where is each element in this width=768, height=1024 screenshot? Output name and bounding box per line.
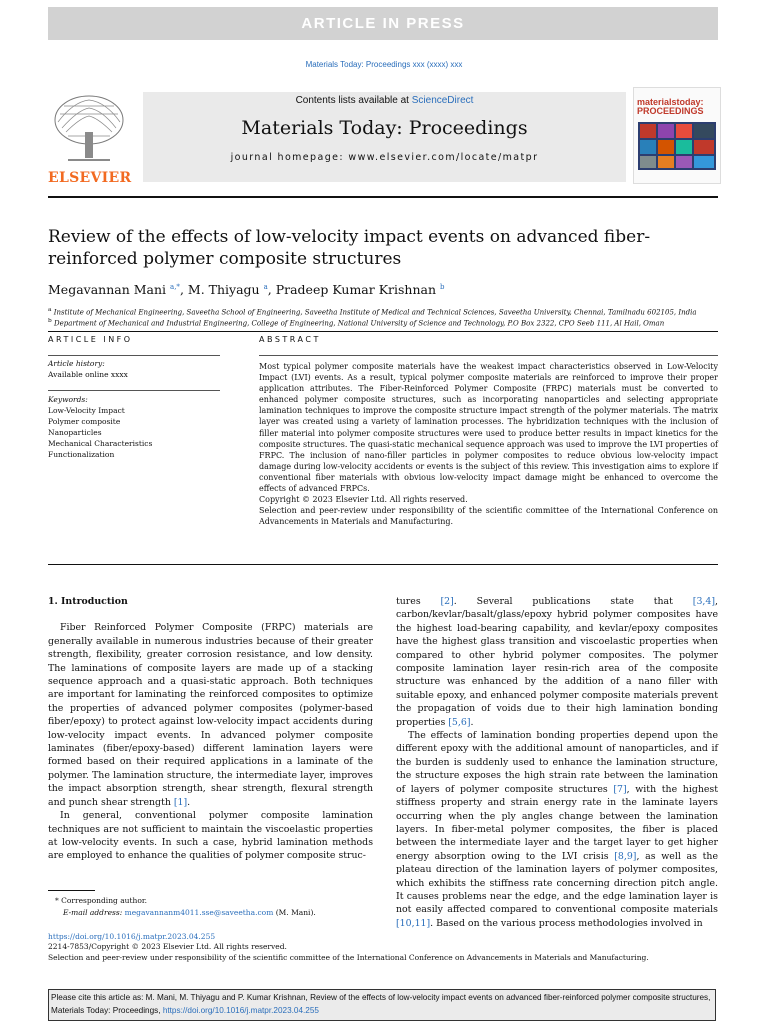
author-name[interactable]: Pradeep Kumar Krishnan (275, 282, 437, 297)
keyword: Polymer composite (48, 417, 121, 426)
article-in-press-banner: ARTICLE IN PRESS (48, 7, 718, 40)
abstract-copyright: Copyright © 2023 Elsevier Ltd. All rights reserved. (259, 495, 468, 505)
journal-reference[interactable]: Materials Today: Proceedings xxx (xxxx) xxx (305, 60, 463, 69)
footnote-email (63, 907, 316, 918)
footnote-text: Corresponding author. (61, 896, 148, 905)
paper-title: Review of the effects of low-velocity impact events on advanced fiber-reinforced polymer composite structures (48, 227, 651, 269)
contents-line (143, 95, 626, 106)
citation-link[interactable]: [7] (613, 783, 627, 795)
journal-title: Materials Today: Proceedings (241, 117, 528, 139)
affiliation-a (48, 307, 728, 316)
cite-doi-link[interactable]: https://doi.org/10.1016/j.matpr.2023.04.255 (162, 1006, 319, 1015)
section-heading: 1. Introduction (48, 596, 128, 607)
abstract-end-rule (48, 564, 718, 565)
keyword: Nanoparticles (48, 428, 102, 437)
journal-cover-image[interactable] (633, 87, 721, 184)
author-affil-marker[interactable]: b (440, 282, 445, 291)
journal-homepage[interactable]: journal homepage: www.elsevier.com/locate/matpr (230, 152, 539, 163)
abstract-heading: ABSTRACT (259, 335, 321, 344)
author-name[interactable]: M. Thiyagu (187, 282, 260, 297)
citation-link[interactable]: [1] (173, 796, 188, 808)
paragraph-text: tures (396, 596, 441, 607)
contents-prefix: Contents lists available at (295, 95, 412, 106)
cover-title: materialstoday: PROCEEDINGS (637, 97, 704, 116)
info-rule (48, 390, 220, 391)
affiliation-b (48, 318, 728, 327)
paragraph-text: . Several publications state that (453, 596, 693, 607)
citation-link[interactable]: [10,11] (396, 917, 431, 929)
footnote-rule (48, 890, 95, 891)
cite-text: Please cite this article as: M. Mani, M. Thiyagu and P. Kumar Krishnan, Review of the effects of low-velocity impact events on advanced fiber-reinforced polymer composite structures, Materials Today: Proceedings, (51, 993, 711, 1015)
email-suffix: (M. Mani). (273, 908, 316, 917)
paragraph: tures [2]. Several publications state that [3,4], carbon/kevlar/basalt/glass/epoxy hybrid polymer composites have the highest load-bearing capability, and kevlar/epoxy composites have the highest glass transition and viscoelastic properties when compared to other hybrid polymer composites. The polymer composite lamination layer resin-rich area of the composite structure was enhanced by the addition of a nano filler with suitable epoxy, and enhanced polymer composite materials prevent the propagation of voids due to their high lamination bonding properties [5,6]. (396, 596, 718, 728)
footnote-mark: * (55, 896, 59, 905)
footer-selection: Selection and peer-review under responsibility of the scientific committee of the International Conference on Advancements in Materials and Manufacturing. (48, 953, 649, 962)
keyword: Mechanical Characteristics (48, 439, 153, 448)
paragraph-text: . Based on the various process methodologies involved in (430, 917, 703, 929)
affil-text: Institute of Mechanical Engineering, Saveetha School of Engineering, Saveetha Institute of Medical and Technical Sciences, Saveetha University, Chennai, Tamilnadu 602105, India (53, 308, 697, 317)
elsevier-tree-icon (48, 92, 130, 166)
issn-line: 2214-7853/Copyright © 2023 Elsevier Ltd. All rights reserved. (48, 942, 287, 951)
footnote-corresponding (55, 895, 147, 906)
email-label: E-mail address: (63, 908, 125, 917)
author-name[interactable]: Megavannan Mani (48, 282, 167, 297)
email-link[interactable]: megavannanm4011.sse@saveetha.com (124, 908, 274, 917)
doi-line (48, 932, 215, 942)
paragraph-text: , as well as the plateau direction of the lamination layers of polymer composites, which exhibits the stiffness rate concerning direction pitch angle. It causes problems near the edge, and the edge lamination layer is not easily affected compared to conventional composite materials (396, 850, 718, 916)
abstract-body (259, 361, 718, 527)
paragraph-text: , carbon/kevlar/basalt/glass/epoxy hybrid polymer composites have the highest load-bearing capability, and kevlar/epoxy composites have the highest glass transition and viscoelastic properties when compared to other hybrid polymer composites. The polymer composite lamination layer resin-rich area of the composite structure was enhanced by the addition of a nano filler with suitable epoxy, and enhanced polymer composite materials prevent the propagation of voids due to their high lamination bonding properties (396, 596, 718, 728)
paragraph: In general, conventional polymer composite lamination techniques are not sufficient to maintain the viscoelastic properties at low-velocity events. In such a case, hybrid lamination methods are employed to enhance the qualities of polymer composite struc- (48, 810, 373, 862)
keyword-list (48, 405, 152, 460)
spacer (48, 608, 373, 621)
elsevier-wordmark: ELSEVIER (48, 170, 132, 186)
cover-art-icon (634, 116, 720, 176)
abstract-selection: Selection and peer-review under responsibility of the scientific committee of the International Conference on Advancements in Materials and Manufacturing. (259, 506, 718, 527)
affil-sup: b (48, 318, 52, 324)
keyword: Low-Velocity Impact (48, 406, 125, 415)
citation-link[interactable]: [5,6] (448, 716, 471, 728)
history-value: Available online xxxx (48, 370, 128, 379)
author-list: Megavannan Mani $^{a,*}$, M. Thiyagu $^a$, Pradeep Kumar Krishnan $^b$ (48, 282, 445, 297)
citation-link[interactable]: [2] (440, 596, 454, 607)
paragraph-text: The effects of lamination bonding properties depend upon the different epoxy with the additional amount of nanoparticles, and if the burden is suddenly used to enhance the lamination structure, the structure exposes the high strain rate between the lamination of layers of polymer composite structures (396, 730, 718, 795)
left-column (48, 595, 373, 863)
abstract-text: Most typical polymer composite materials have the weakest impact characteristics observed in Low-Velocity Impact (LVI) events. As a result, typical polymer composite materials are reinforced to improve their proper application attributes. The Fiber-Reinforced Polymer Composite (FRPC) materials must be converted to enhanced polymer composite structures, such as incorporating nanoparticles and selecting appropriate lamination techniques to improve the composite structure impact strength of the polymer materials. The matrix layer was created using a variety of lamination processes. The hybridization techniques with the inclusion of filler material into polymer composite structures were used to produce better results in impact kinetics for the composite structures. The quasi-static mechanical sequence approach was used to improve the LVI properties of FRPC. The inclusion of nano-filler particles in polymer composites to reduce obvious low-velocity impact damage during low-velocity accidents or events is the subject of this review. This investigation aims to explore if conventional fiber materials with obvious low-velocity impact damage might be enhanced to overcome the effects of advanced FRPCs. (259, 362, 718, 494)
header-rule (48, 196, 718, 198)
article-info-heading: ARTICLE INFO (48, 335, 133, 344)
paragraph-text: , with the highest stiffness property and strain energy rate in the laminate layers occurring when the ply angles change between the lamination layers. In fiber-metal polymer composites, the fiber is placed between the intermediate layer and the target layer to get higher energy absorption owing to the LVI crisis (396, 783, 718, 862)
doi-link[interactable]: https://doi.org/10.1016/j.matpr.2023.04.255 (48, 932, 216, 941)
author-affil-marker[interactable]: a,* (170, 282, 180, 291)
keywords-label: Keywords: (48, 395, 88, 404)
author-affil-marker[interactable]: a (263, 282, 268, 291)
paragraph: Fiber Reinforced Polymer Composite (FRPC) materials are generally available in numerous industries because of their greater strength, flexibility, greater corrosion resistance, and low density. The laminations of composite layers are made up of a stacking sequence approach and a quasi-static approach. Both techniques are important for laminating the reinforced composites to optimize the properties of advanced polymer composites (polymer-based fiber/epoxy) to protect against low-velocity impact accidents during low-velocity impact events. In advanced polymer composite laminates (fiber/epoxy-based) different lamination layers were formed based on their required applications in a laminate of the polymer. The lamination structure, the intermediate layer, improves the impact absorption strength, shear strength, flexural strength and punch shear strength [1]. (48, 622, 373, 808)
paragraph (396, 729, 718, 930)
paragraph-text: Fiber Reinforced Polymer Composite (FRPC) materials are generally available in numerous industries because of their greater strength, flexibility, greater corrosion resistance, and low density. The laminations of composite layers are made up of a stacking sequence approach and a quasi-static approach. Both techniques are important for laminating the reinforced composites to optimize the properties of advanced polymer composites (polymer-based fiber/epoxy) to protect against low-velocity impact accidents during low-velocity impact events. In advanced polymer composite laminates (fiber/epoxy-based) different lamination layers were formed based on their required applications in a laminate of the polymer. The lamination structure, the intermediate layer, improves the impact absorption strength, shear strength, flexural strength and punch shear strength (48, 622, 373, 808)
affil-rule (48, 331, 718, 332)
history-label: Article history: (48, 359, 105, 368)
affil-text: Department of Mechanical and Industrial Engineering, College of Engineering, National University of Science and Technology, P.O Box 2322, CPO Seeb 111, Al Hail, Oman (53, 319, 665, 328)
citation-box (48, 989, 716, 1021)
journal-header-box (143, 92, 626, 182)
citation-link[interactable]: [3,4] (692, 596, 716, 607)
sciencedirect-link[interactable]: ScienceDirect (411, 95, 474, 106)
elsevier-logo[interactable] (48, 92, 130, 184)
abstract-rule (259, 355, 718, 356)
info-rule (48, 355, 220, 356)
citation-link[interactable]: [8,9] (614, 850, 637, 862)
affil-sup: a (48, 307, 52, 313)
right-column (396, 595, 718, 930)
keyword: Functionalization (48, 450, 115, 459)
